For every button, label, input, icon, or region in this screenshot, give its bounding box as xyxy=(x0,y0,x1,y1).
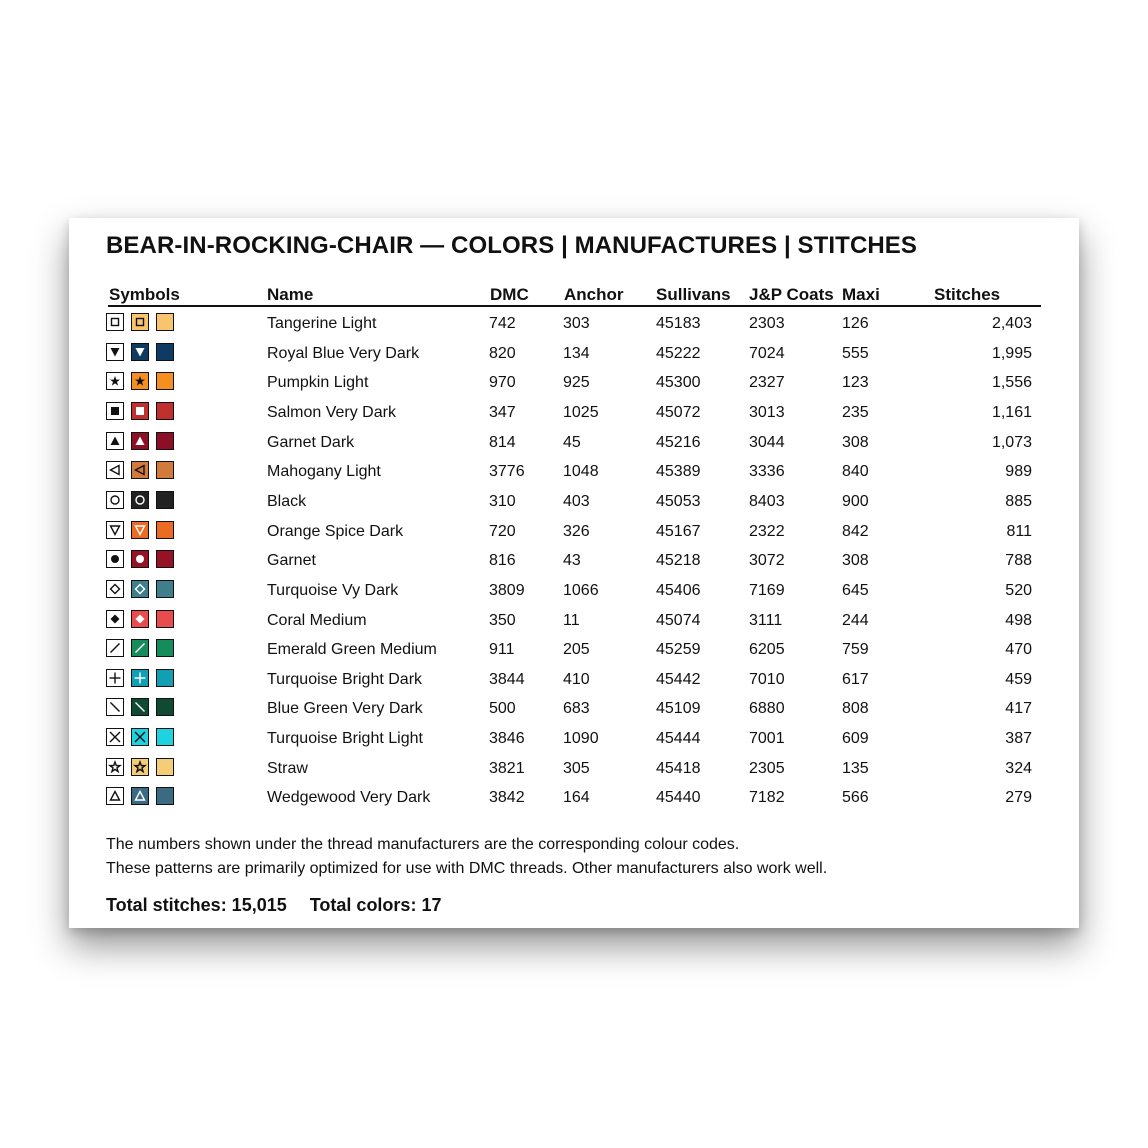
cell-stitches: 2,403 xyxy=(991,315,1032,332)
cell-name: Garnet xyxy=(267,552,316,570)
cross-icon xyxy=(106,728,124,746)
plus-icon xyxy=(106,669,124,687)
cell-anchor: 326 xyxy=(563,522,590,540)
table-row xyxy=(69,580,1079,604)
cell-jpcoats: 3044 xyxy=(749,433,785,451)
square-filled-icon xyxy=(106,402,124,420)
color-swatch xyxy=(156,698,174,716)
cell-dmc: 814 xyxy=(489,433,516,451)
cell-stitches: 498 xyxy=(1005,611,1032,629)
cell-jpcoats: 3336 xyxy=(749,463,785,481)
note-colour-codes: The numbers shown under the thread manufacturers are the corresponding colour codes. xyxy=(106,836,740,853)
table-row xyxy=(69,728,1079,752)
cell-name: Royal Blue Very Dark xyxy=(267,344,420,362)
cell-stitches: 387 xyxy=(1005,730,1032,748)
triangle-up-open-icon xyxy=(106,787,124,805)
table-row xyxy=(69,461,1079,485)
cell-stitches: 788 xyxy=(1005,552,1032,570)
col-symbols: Symbols xyxy=(109,285,180,304)
table-row xyxy=(69,343,1079,367)
circle-open-color-icon xyxy=(131,491,149,509)
cell-jpcoats: 7010 xyxy=(749,670,785,688)
totals xyxy=(106,895,459,916)
cell-anchor: 1025 xyxy=(563,403,599,421)
cell-stitches: 1,995 xyxy=(991,344,1032,362)
color-swatch xyxy=(156,343,174,361)
backslash-icon xyxy=(106,698,124,716)
triangle-up-filled-color-icon xyxy=(131,432,149,450)
cell-maxi: 842 xyxy=(842,522,869,540)
cell-maxi: 308 xyxy=(842,433,869,451)
slash-color-icon xyxy=(131,639,149,657)
cell-jpcoats: 7024 xyxy=(749,344,785,362)
cell-maxi: 235 xyxy=(842,403,869,421)
cell-jpcoats: 2303 xyxy=(749,315,785,332)
cell-jpcoats: 3013 xyxy=(749,403,785,421)
cell-dmc: 3776 xyxy=(489,463,525,481)
cell-jpcoats: 6205 xyxy=(749,641,785,659)
table-row xyxy=(69,639,1079,663)
cell-maxi: 308 xyxy=(842,552,869,570)
table-header xyxy=(108,285,1041,307)
cell-name: Turquoise Bright Dark xyxy=(267,670,423,688)
cell-anchor: 925 xyxy=(563,374,590,392)
diamond-open-color-icon xyxy=(131,580,149,598)
cell-stitches: 417 xyxy=(1005,700,1032,718)
cell-sullivans: 45259 xyxy=(656,641,701,659)
cell-dmc: 3821 xyxy=(489,759,525,777)
cell-anchor: 45 xyxy=(563,433,581,451)
cell-name: Turquoise Vy Dark xyxy=(267,581,399,599)
cell-anchor: 683 xyxy=(563,700,590,718)
cell-jpcoats: 3072 xyxy=(749,552,785,570)
square-open-color-icon xyxy=(131,313,149,331)
cell-maxi: 135 xyxy=(842,759,869,777)
circle-open-icon xyxy=(106,491,124,509)
cell-name: Pumpkin Light xyxy=(267,374,369,392)
cell-anchor: 164 xyxy=(563,789,590,807)
triangle-down-icon xyxy=(106,343,124,361)
color-swatch xyxy=(156,521,174,539)
col-sullivans: Sullivans xyxy=(656,285,731,304)
col-jpcoats: J&P Coats xyxy=(749,285,834,304)
cell-dmc: 970 xyxy=(489,374,516,392)
cell-anchor: 134 xyxy=(563,344,590,362)
cell-sullivans: 45440 xyxy=(656,789,701,807)
color-swatch xyxy=(156,402,174,420)
triangle-left-color-icon xyxy=(131,461,149,479)
star-open-color-icon xyxy=(131,758,149,776)
cell-dmc: 3844 xyxy=(489,670,525,688)
cell-stitches: 811 xyxy=(1006,522,1032,540)
cell-stitches: 1,556 xyxy=(991,374,1032,392)
table-row xyxy=(69,610,1079,634)
cell-maxi: 617 xyxy=(842,670,869,688)
triangle-up-filled-icon xyxy=(106,432,124,450)
cell-sullivans: 45389 xyxy=(656,463,701,481)
cell-maxi: 123 xyxy=(842,374,869,392)
cell-sullivans: 45300 xyxy=(656,374,701,392)
table-row xyxy=(69,787,1079,811)
cell-jpcoats: 2305 xyxy=(749,759,785,777)
color-swatch xyxy=(156,550,174,568)
cell-dmc: 820 xyxy=(489,344,516,362)
triangle-down-open-icon xyxy=(106,521,124,539)
cell-dmc: 816 xyxy=(489,552,516,570)
cell-sullivans: 45074 xyxy=(656,611,701,629)
cell-stitches: 1,161 xyxy=(991,403,1032,421)
cell-anchor: 1090 xyxy=(563,730,599,748)
cell-sullivans: 45216 xyxy=(656,433,701,451)
triangle-down-open-color-icon xyxy=(131,521,149,539)
color-swatch xyxy=(156,669,174,687)
cell-anchor: 11 xyxy=(563,611,580,629)
cell-stitches: 885 xyxy=(1005,492,1032,510)
color-chart-card xyxy=(69,218,1079,928)
cell-stitches: 989 xyxy=(1005,463,1032,481)
cell-stitches: 520 xyxy=(1005,581,1032,599)
triangle-left-icon xyxy=(106,461,124,479)
cell-dmc: 742 xyxy=(489,315,516,332)
table-row xyxy=(69,402,1079,426)
square-open-icon xyxy=(106,313,124,331)
cell-maxi: 126 xyxy=(842,315,869,332)
cell-jpcoats: 7169 xyxy=(749,581,785,599)
cell-stitches: 324 xyxy=(1005,759,1032,777)
cell-name: Orange Spice Dark xyxy=(267,522,404,540)
color-swatch xyxy=(156,432,174,450)
star-open-icon xyxy=(106,758,124,776)
square-filled-color-icon xyxy=(131,402,149,420)
color-swatch xyxy=(156,758,174,776)
slash-icon xyxy=(106,639,124,657)
plus-color-icon xyxy=(131,669,149,687)
total-stitches: Total stitches: 15,015 xyxy=(106,895,287,915)
cell-name: Straw xyxy=(267,759,308,777)
cell-anchor: 1048 xyxy=(563,463,599,481)
cell-sullivans: 45218 xyxy=(656,552,701,570)
col-anchor: Anchor xyxy=(564,285,624,304)
table-row xyxy=(69,432,1079,456)
note-dmc-optimized: These patterns are primarily optimized for use with DMC threads. Other manufacturers also work well. xyxy=(106,860,828,877)
circle-filled-color-icon xyxy=(131,550,149,568)
cell-name: Black xyxy=(267,492,307,510)
cell-name: Wedgewood Very Dark xyxy=(267,789,431,807)
cell-jpcoats: 3111 xyxy=(749,611,783,629)
cell-name: Emerald Green Medium xyxy=(267,641,437,659)
cell-sullivans: 45406 xyxy=(656,581,701,599)
cell-sullivans: 45418 xyxy=(656,759,701,777)
cell-stitches: 1,073 xyxy=(991,433,1032,451)
cell-dmc: 500 xyxy=(489,700,516,718)
cell-anchor: 410 xyxy=(563,670,590,688)
cell-anchor: 303 xyxy=(563,315,590,332)
cell-maxi: 645 xyxy=(842,581,869,599)
table-row xyxy=(69,550,1079,574)
total-colors: Total colors: 17 xyxy=(309,895,442,915)
diamond-open-icon xyxy=(106,580,124,598)
cell-anchor: 403 xyxy=(563,492,590,510)
cell-dmc: 310 xyxy=(489,492,516,510)
diamond-filled-icon xyxy=(106,610,124,628)
cell-sullivans: 45183 xyxy=(656,315,701,332)
table-row xyxy=(69,372,1079,396)
cell-dmc: 3842 xyxy=(489,789,525,807)
cell-sullivans: 45442 xyxy=(656,670,701,688)
cell-sullivans: 45444 xyxy=(656,730,701,748)
cell-name: Coral Medium xyxy=(267,611,367,629)
star-filled-color-icon xyxy=(131,372,149,390)
chart-title: BEAR-IN-ROCKING-CHAIR — COLORS | MANUFACTURES | STITCHES xyxy=(106,232,918,259)
color-swatch xyxy=(156,610,174,628)
cell-jpcoats: 7001 xyxy=(749,730,785,748)
color-swatch xyxy=(156,313,174,331)
cell-maxi: 609 xyxy=(842,730,869,748)
backslash-color-icon xyxy=(131,698,149,716)
cell-sullivans: 45167 xyxy=(656,522,701,540)
cell-maxi: 840 xyxy=(842,463,869,481)
table-row xyxy=(69,491,1079,515)
cell-jpcoats: 8403 xyxy=(749,492,785,510)
cell-maxi: 555 xyxy=(842,344,869,362)
cell-dmc: 720 xyxy=(489,522,516,540)
triangle-up-open-color-icon xyxy=(131,787,149,805)
color-swatch xyxy=(156,372,174,390)
cell-name: Tangerine Light xyxy=(267,315,377,332)
cell-name: Mahogany Light xyxy=(267,463,381,481)
col-name: Name xyxy=(267,285,314,304)
cell-dmc: 350 xyxy=(489,611,516,629)
cell-stitches: 279 xyxy=(1005,789,1032,807)
star-filled-icon xyxy=(106,372,124,390)
table-row xyxy=(69,313,1079,337)
cell-name: Turquoise Bright Light xyxy=(267,730,423,748)
col-maxi: Maxi xyxy=(842,285,880,304)
cell-anchor: 205 xyxy=(563,641,590,659)
color-swatch xyxy=(156,728,174,746)
cell-jpcoats: 2327 xyxy=(749,374,785,392)
cell-jpcoats: 7182 xyxy=(749,789,785,807)
cell-sullivans: 45053 xyxy=(656,492,701,510)
cell-dmc: 3846 xyxy=(489,730,525,748)
cell-dmc: 347 xyxy=(489,403,516,421)
cell-jpcoats: 2322 xyxy=(749,522,785,540)
cell-sullivans: 45222 xyxy=(656,344,701,362)
color-swatch xyxy=(156,787,174,805)
cell-stitches: 459 xyxy=(1005,670,1032,688)
col-dmc: DMC xyxy=(490,285,529,304)
table-row xyxy=(69,758,1079,782)
cell-jpcoats: 6880 xyxy=(749,700,785,718)
diamond-filled-color-icon xyxy=(131,610,149,628)
cell-maxi: 900 xyxy=(842,492,869,510)
cell-anchor: 305 xyxy=(563,759,590,777)
color-swatch xyxy=(156,491,174,509)
cell-name: Salmon Very Dark xyxy=(267,403,396,421)
cell-maxi: 244 xyxy=(842,611,869,629)
cell-name: Garnet Dark xyxy=(267,433,355,451)
cell-anchor: 1066 xyxy=(563,581,599,599)
color-swatch xyxy=(156,639,174,657)
cell-anchor: 43 xyxy=(563,552,581,570)
triangle-down-color-icon xyxy=(131,343,149,361)
cell-name: Blue Green Very Dark xyxy=(267,700,423,718)
color-swatch xyxy=(156,461,174,479)
cell-sullivans: 45109 xyxy=(656,700,701,718)
cell-dmc: 911 xyxy=(489,641,515,659)
cell-maxi: 566 xyxy=(842,789,869,807)
cell-dmc: 3809 xyxy=(489,581,525,599)
cell-stitches: 470 xyxy=(1005,641,1032,659)
color-swatch xyxy=(156,580,174,598)
cross-color-icon xyxy=(131,728,149,746)
col-stitches: Stitches xyxy=(934,285,1001,304)
cell-maxi: 808 xyxy=(842,700,869,718)
table-row xyxy=(69,521,1079,545)
cell-maxi: 759 xyxy=(842,641,869,659)
table-row xyxy=(69,669,1079,693)
table-row xyxy=(69,698,1079,722)
cell-sullivans: 45072 xyxy=(656,403,701,421)
circle-filled-icon xyxy=(106,550,124,568)
